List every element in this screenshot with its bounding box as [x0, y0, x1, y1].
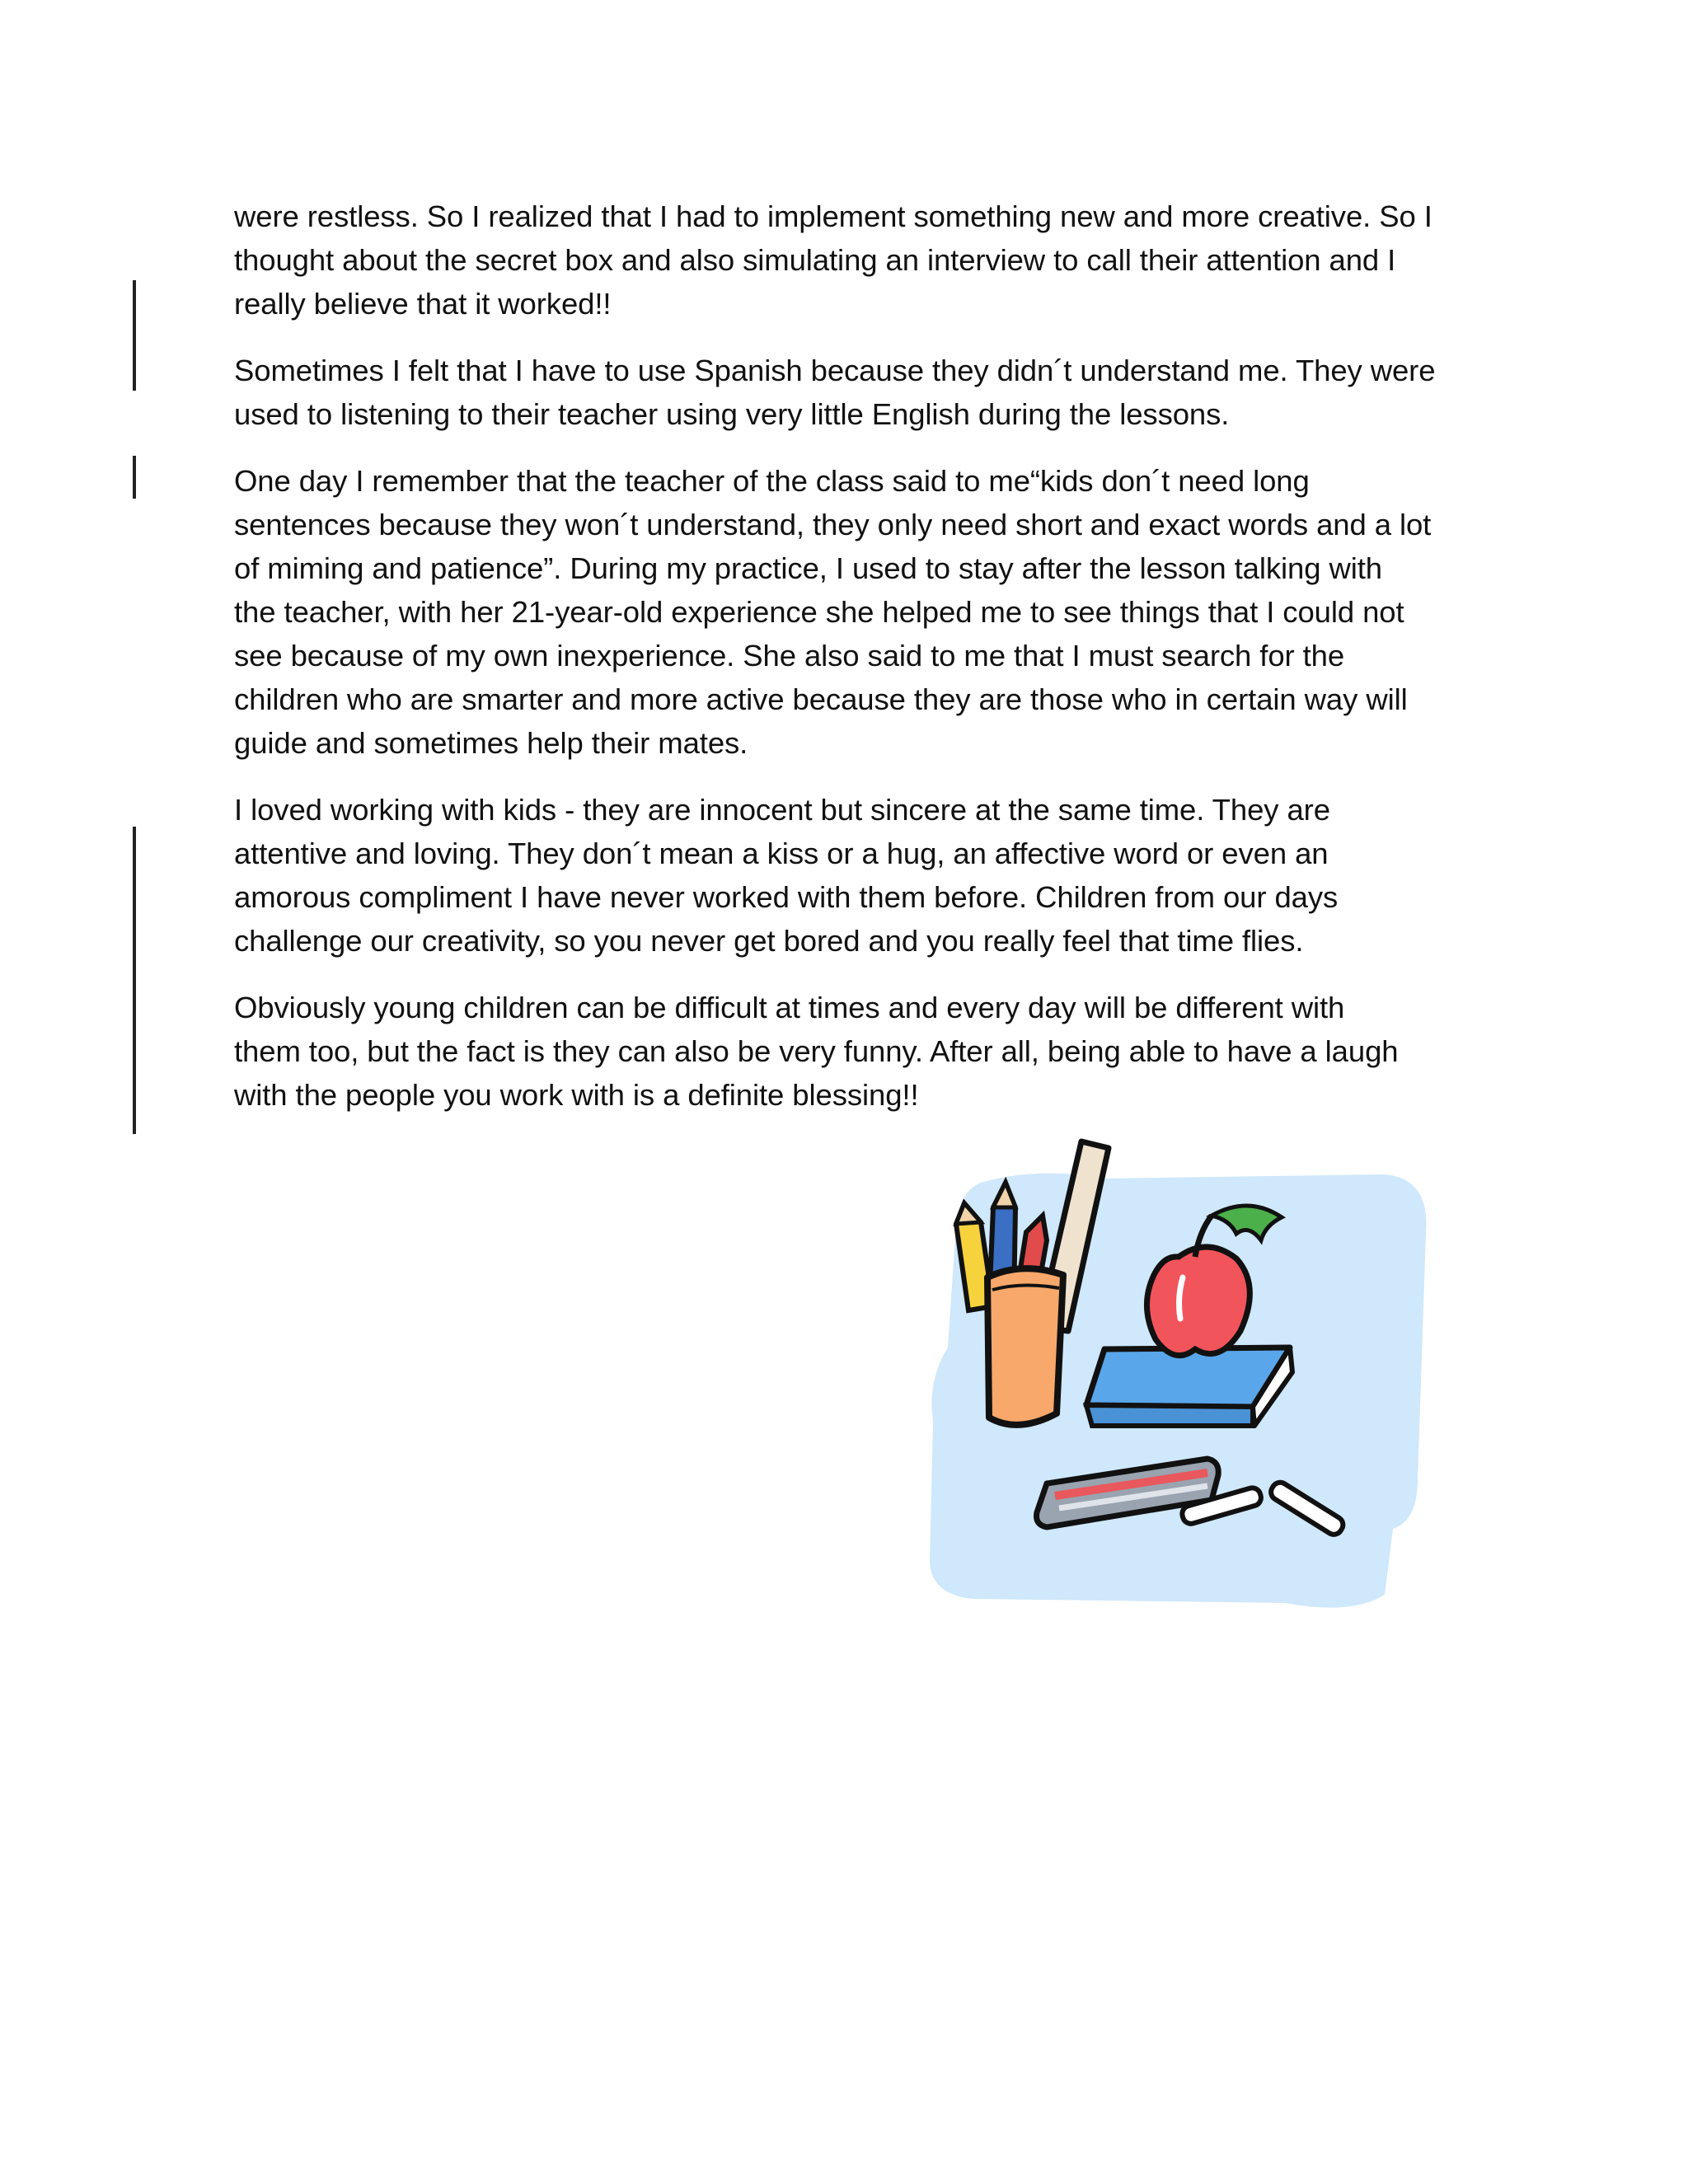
- text-line: sentences because they won´t understand, they only need short and exact words and a lot: [234, 508, 1432, 541]
- text-line: amorous compliment I have never worked with them before. Children from our days: [234, 880, 1339, 914]
- text-line: were restless. So I realized that I had to implement something new and more creative. So I: [234, 199, 1432, 233]
- text-line: the teacher, with her 21-year-old experience she helped me to see things that I could not: [234, 595, 1404, 629]
- text-line: of miming and patience”. During my practice, I used to stay after the lesson talking with: [234, 551, 1382, 585]
- pencil-cup-icon: [987, 1268, 1063, 1425]
- text-line: attentive and loving. They don´t mean a kiss or a hug, an affective word or even an: [234, 837, 1329, 870]
- text-line: thought about the secret box and also simulating an interview to call their attention and I: [234, 243, 1396, 277]
- text-line: children who are smarter and more active because they are those who in certain way will: [234, 682, 1408, 716]
- change-bar: [133, 456, 136, 499]
- paragraph: [234, 194, 1470, 326]
- text-line: see because of my own inexperience. She also said to me that I must search for the: [234, 639, 1345, 673]
- paragraph: [234, 349, 1470, 436]
- text-line: I loved working with kids - they are innocent but sincere at the same time. They are: [234, 793, 1330, 827]
- paragraph: [234, 788, 1470, 963]
- book-icon: [1086, 1347, 1292, 1426]
- text-line: with the people you work with is a definite blessing!!: [234, 1078, 919, 1112]
- change-bar: [133, 827, 136, 1134]
- paragraph: [234, 459, 1470, 765]
- text-line: Obviously young children can be difficult at times and every day will be different with: [234, 991, 1345, 1024]
- text-line: used to listening to their teacher using very little English during the lessons.: [234, 397, 1230, 431]
- paragraph: [234, 986, 1470, 1117]
- text-line: challenge our creativity, so you never get bored and you really feel that time flies.: [234, 924, 1304, 958]
- text-line: Sometimes I felt that I have to use Spanish because they didn´t understand me. They were: [234, 354, 1436, 387]
- text-line: them too, but the fact is they can also be very funny. After all, being able to have a laugh: [234, 1034, 1399, 1068]
- text-line: guide and sometimes help their mates.: [234, 726, 748, 760]
- school-supplies-illustration: [923, 1133, 1459, 1619]
- text-line: One day I remember that the teacher of the class said to me“kids don´t need long: [234, 464, 1310, 498]
- body-text: [234, 194, 1470, 1140]
- text-line: really believe that it worked!!: [234, 287, 612, 321]
- change-bar: [133, 280, 136, 391]
